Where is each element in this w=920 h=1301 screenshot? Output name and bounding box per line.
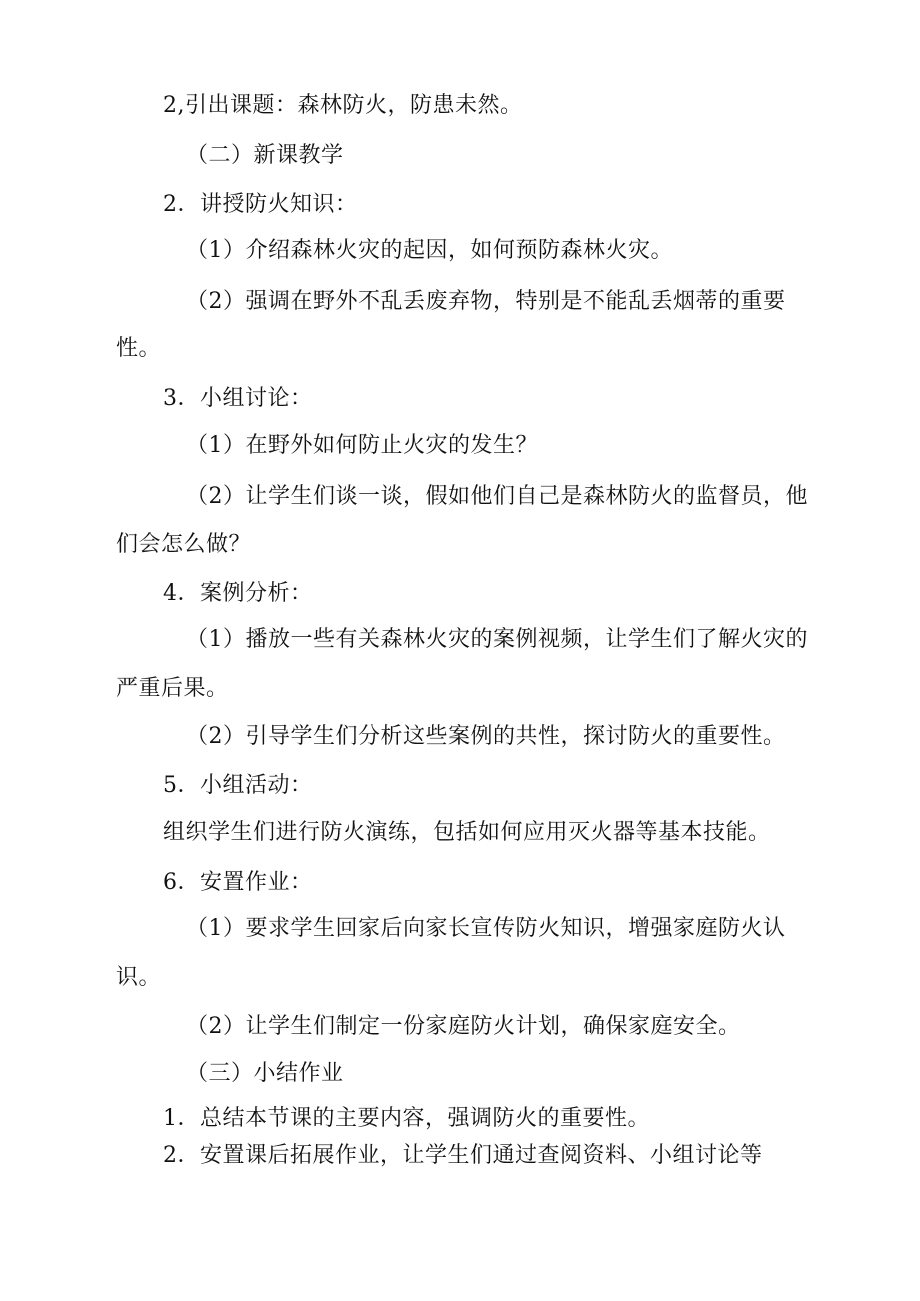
sub-item-family-promotion-cont: 识。 — [116, 965, 162, 990]
summary-item-1: 1．总结本节课的主要内容，强调防火的重要性。 — [163, 1106, 650, 1131]
item-heading-homework: 6．安置作业： — [163, 870, 313, 895]
summary-item-2: 2．安置课后拓展作业，让学生们通过查阅资料、小组讨论等 — [163, 1143, 763, 1168]
sub-item-family-plan: （2）让学生们制定一份家庭防火计划，确保家庭安全。 — [186, 1014, 741, 1039]
sub-item-no-littering: （2）强调在野外不乱丢废弃物，特别是不能乱丢烟蒂的重要 — [186, 289, 786, 314]
sub-item-fire-causes: （1）介绍森林火灾的起因，如何预防森林火灾。 — [186, 238, 673, 263]
sub-item-no-littering-cont: 性。 — [116, 336, 162, 361]
sub-item-case-videos-cont: 严重后果。 — [116, 676, 229, 701]
sub-item-supervisor-cont: 们会怎么做？ — [116, 532, 252, 557]
sub-item-supervisor: （2）让学生们谈一谈，假如他们自己是森林防火的监督员，他 — [186, 484, 808, 509]
sub-item-family-promotion: （1）要求学生回家后向家长宣传防火知识，增强家庭防火认 — [186, 916, 786, 941]
section-heading-summary: （三）小结作业 — [186, 1061, 344, 1086]
text-line-fire-drill: 组织学生们进行防火演练，包括如何应用灭火器等基本技能。 — [163, 820, 771, 845]
item-heading-case-analysis: 4．案例分析： — [163, 581, 313, 606]
section-heading-new-lesson: （二）新课教学 — [186, 143, 344, 168]
sub-item-case-commonality: （2）引导学生们分析这些案例的共性，探讨防火的重要性。 — [186, 724, 786, 749]
item-heading-group-discussion: 3．小组讨论： — [163, 386, 313, 411]
item-heading-group-activity: 5．小组活动： — [163, 773, 313, 798]
sub-item-prevent-fire: （1）在野外如何防止火灾的发生？ — [186, 433, 538, 458]
sub-item-case-videos: （1）播放一些有关森林火灾的案例视频，让学生们了解火灾的 — [186, 627, 808, 652]
text-line-intro-topic: 2,引出课题：森林防火，防患未然。 — [163, 93, 523, 118]
item-heading-fire-knowledge: 2．讲授防火知识： — [163, 192, 358, 217]
